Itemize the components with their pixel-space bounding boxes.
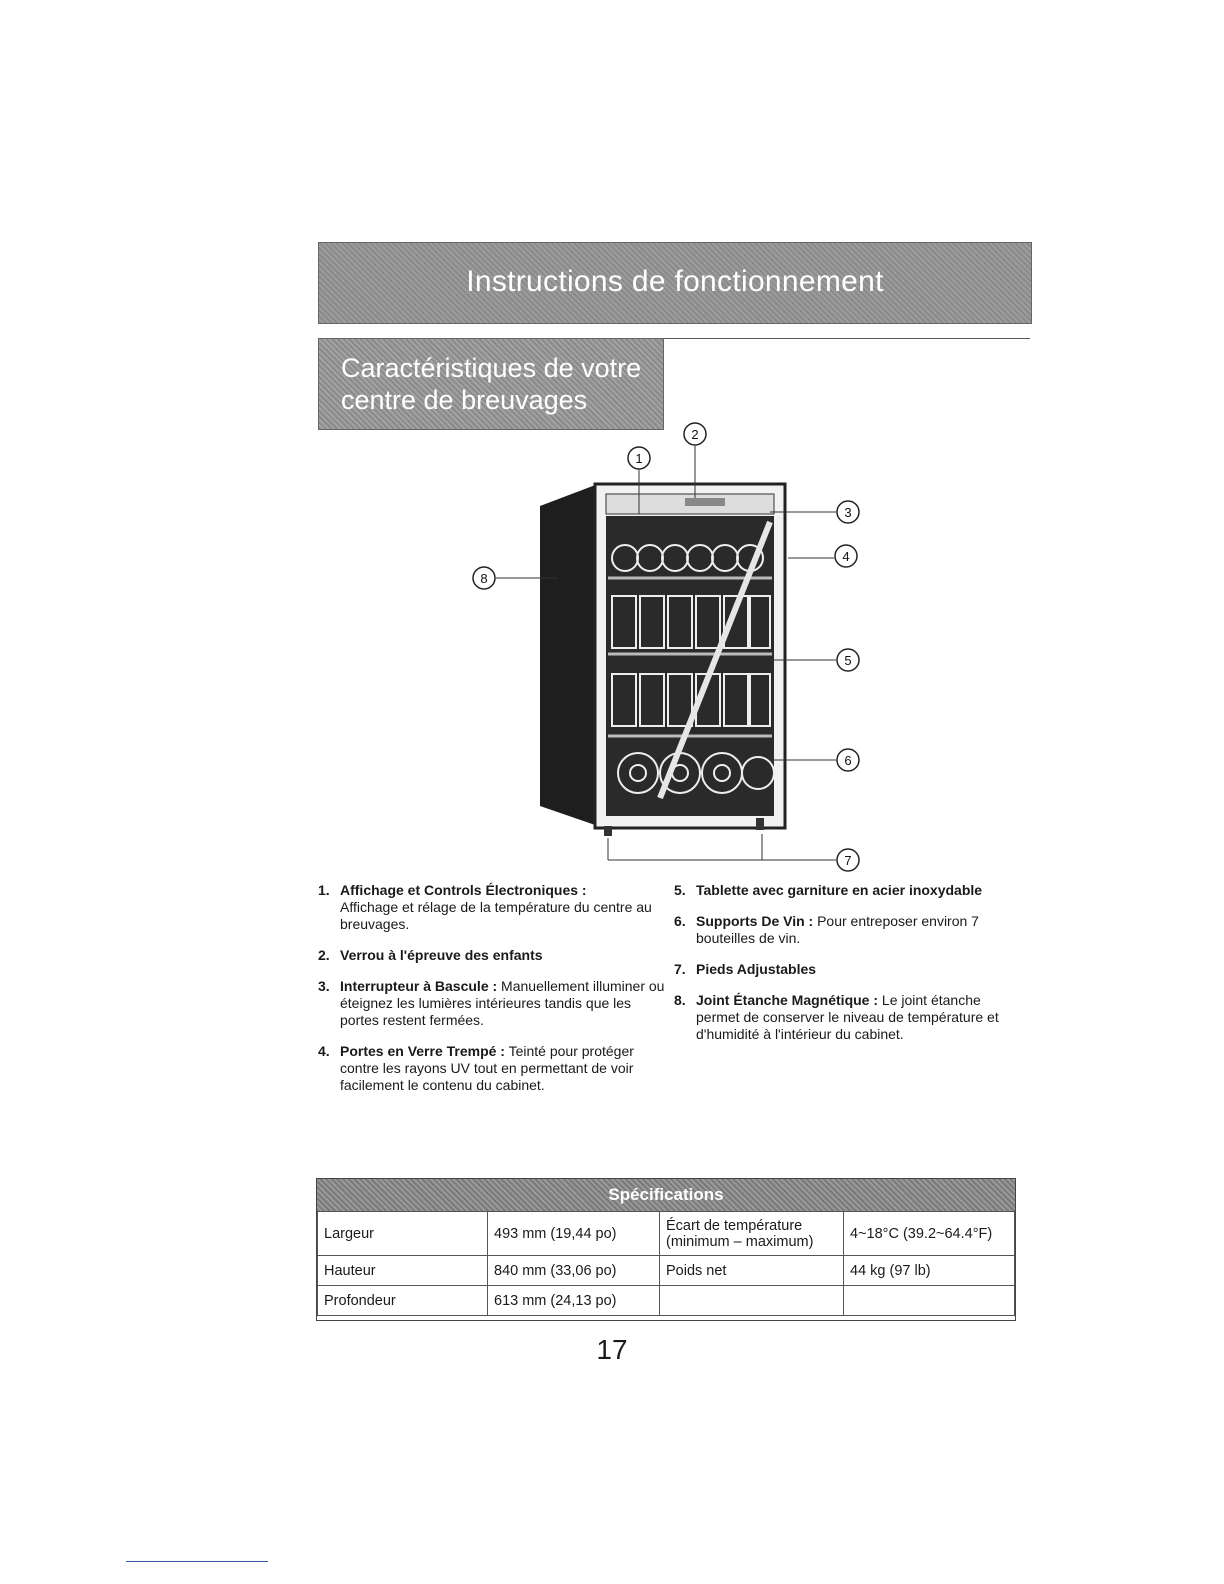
feature-title: Affichage et Controls Électroniques : — [340, 882, 587, 898]
table-row — [318, 1286, 1015, 1316]
feature-text: Manuellement illuminer ou éteignez les lumières intérieures tandis que les portes restent fermées. — [340, 978, 665, 1028]
callout-4: 4 — [842, 549, 850, 564]
feature-number: 3. — [318, 978, 330, 994]
feature-text: Teinté pour protéger contre les rayons UV tout en permettant de voir facilement le contenu du cabinet. — [340, 1043, 634, 1093]
callout-3: 3 — [844, 505, 852, 520]
specs-grid — [317, 1211, 1015, 1316]
feature-item — [318, 882, 668, 933]
table-cell: Poids net — [660, 1256, 844, 1286]
table-cell: Écart de température (minimum – maximum) — [660, 1212, 844, 1256]
table-row — [318, 1212, 1015, 1256]
feature-number: 6. — [674, 913, 686, 929]
table-cell: 840 mm (33,06 po) — [488, 1256, 660, 1286]
feature-item — [318, 1043, 668, 1094]
features-list-right — [674, 882, 1014, 1057]
header-rule — [662, 338, 1030, 339]
footer-rule — [126, 1561, 268, 1562]
table-row — [318, 1256, 1015, 1286]
display-icon — [685, 498, 725, 506]
callout-6: 6 — [844, 753, 852, 768]
features-list-left — [318, 882, 668, 1108]
feature-title: Joint Étanche Magnétique : — [696, 992, 879, 1008]
table-cell: 613 mm (24,13 po) — [488, 1286, 660, 1316]
feature-item — [674, 961, 1014, 978]
specifications-title: Spécifications — [317, 1179, 1015, 1211]
feature-item — [674, 882, 1014, 899]
feature-title: Interrupteur à Bascule : — [340, 978, 498, 994]
specifications-table — [316, 1178, 1016, 1321]
table-cell: Hauteur — [318, 1256, 488, 1286]
feature-number: 5. — [674, 882, 686, 898]
feature-title: Verrou à l'épreuve des enfants — [340, 947, 543, 963]
feature-number: 7. — [674, 961, 686, 977]
callout-7: 7 — [844, 853, 852, 868]
table-cell — [844, 1286, 1015, 1316]
section-title-line1: Caractéristiques de votre — [341, 353, 642, 383]
foot — [756, 818, 764, 830]
feature-item — [674, 913, 1014, 947]
foot — [604, 826, 612, 836]
feature-number: 2. — [318, 947, 330, 963]
feature-number: 4. — [318, 1043, 330, 1059]
feature-title: Pieds Adjustables — [696, 961, 817, 977]
section-banner — [318, 338, 664, 430]
feature-title: Supports De Vin : — [696, 913, 814, 929]
feature-number: 8. — [674, 992, 686, 1008]
feature-item — [674, 992, 1014, 1043]
feature-title: Tablette avec garniture en acier inoxydable — [696, 882, 983, 898]
feature-text: Le joint étanche permet de conserver le niveau de température et d'humidité à l'intérieur du cabinet. — [696, 992, 999, 1042]
callout-1: 1 — [635, 451, 643, 466]
callout-2: 2 — [691, 427, 699, 442]
table-cell: 493 mm (19,44 po) — [488, 1212, 660, 1256]
section-title-line2: centre de breuvages — [341, 385, 588, 415]
callout-5: 5 — [844, 653, 852, 668]
table-cell: 44 kg (97 lb) — [844, 1256, 1015, 1286]
page-number: 17 — [596, 1334, 628, 1365]
beverage-center-illustration — [440, 418, 880, 878]
callout-8: 8 — [480, 571, 488, 586]
cabinet-side — [540, 484, 598, 826]
table-cell — [660, 1286, 844, 1316]
feature-item — [318, 947, 668, 964]
table-cell: 4~18°C (39.2~64.4°F) — [844, 1212, 1015, 1256]
page-title: Instructions de fonctionnement — [466, 265, 884, 298]
table-cell: Profondeur — [318, 1286, 488, 1316]
header-banner — [318, 242, 1032, 324]
feature-number: 1. — [318, 882, 330, 898]
feature-item — [318, 978, 668, 1029]
feature-title: Portes en Verre Trempé : — [340, 1043, 505, 1059]
feature-text: Pour entreposer environ 7 bouteilles de vin. — [696, 913, 979, 946]
table-cell: Largeur — [318, 1212, 488, 1256]
feature-text: Affichage et rélage de la température du centre au breuvages. — [340, 899, 652, 932]
